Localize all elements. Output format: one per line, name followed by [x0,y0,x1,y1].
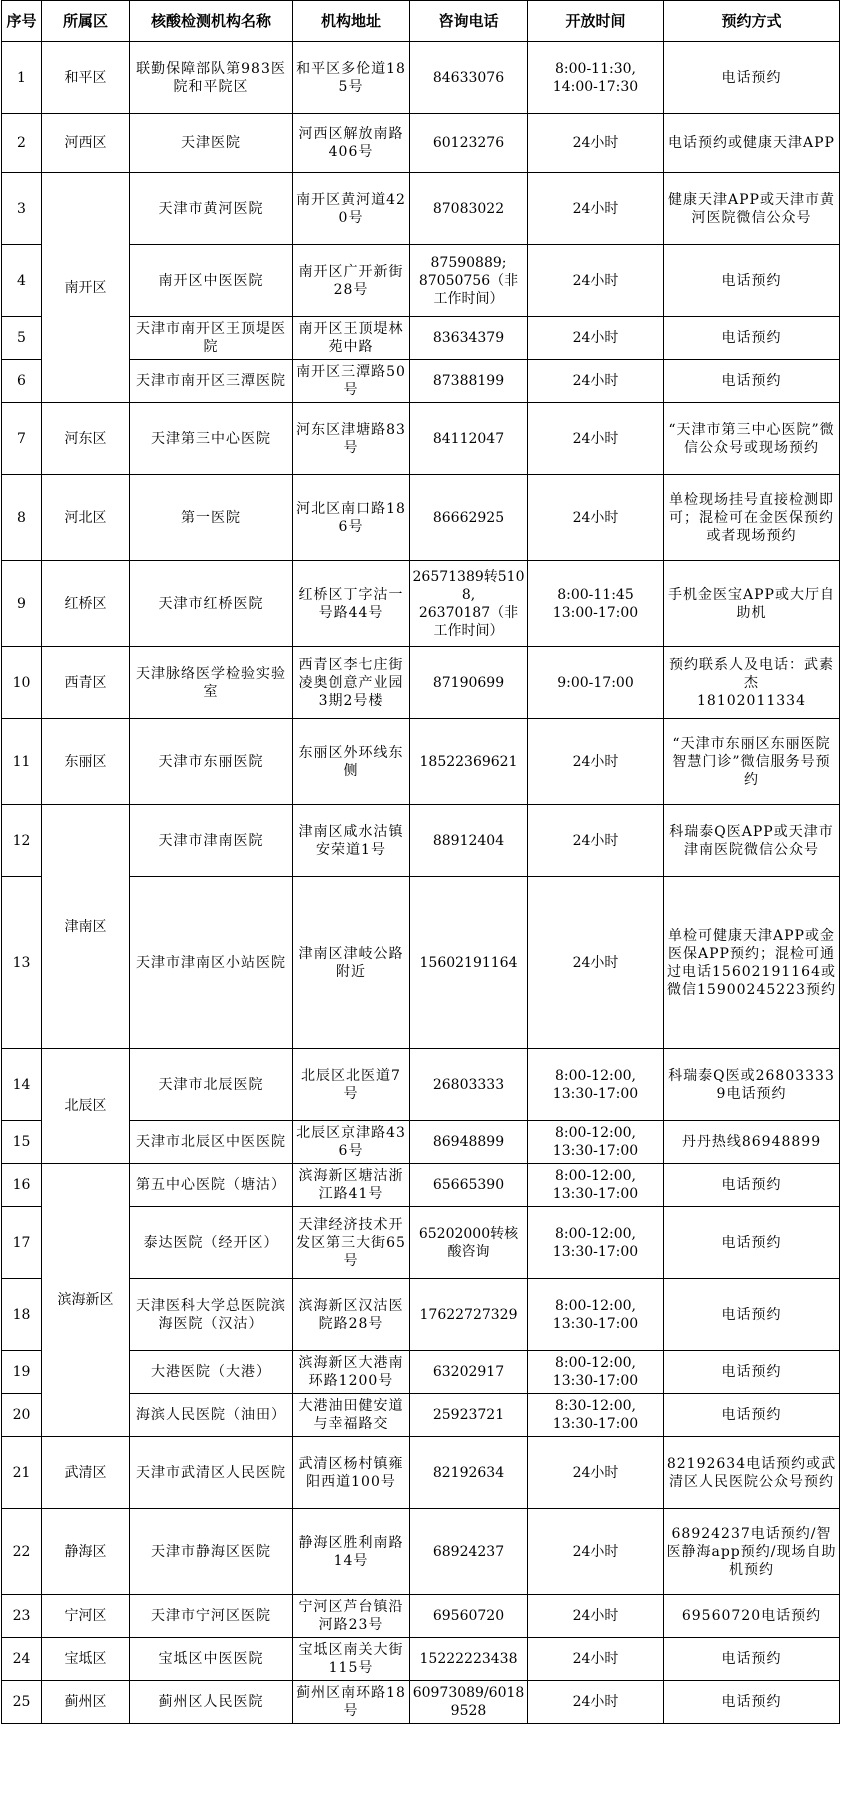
phone-cell: 15602191164 [410,877,528,1049]
hours-cell: 8:00-12:00, 13:30-17:00 [528,1049,664,1121]
header-name: 核酸检测机构名称 [130,1,293,42]
phone-cell: 60123276 [410,114,528,173]
phone-cell: 87190699 [410,647,528,719]
institution-name: 天津市北辰医院 [130,1049,293,1121]
phone-cell: 84633076 [410,42,528,114]
phone-cell: 65665390 [410,1164,528,1207]
district-cell: 西青区 [42,647,130,719]
phone-cell: 26571389转5108, 26370187（非工作时间） [410,561,528,647]
row-number: 3 [2,173,42,245]
institution-address: 河西区解放南路406号 [293,114,410,173]
booking-method: 电话预约 [664,1394,840,1437]
hours-cell: 24小时 [528,245,664,317]
table-body [2,42,840,1724]
header-district: 所属区 [42,1,130,42]
district-cell: 河西区 [42,114,130,173]
hours-cell: 24小时 [528,805,664,877]
hours-cell: 24小时 [528,317,664,360]
institution-name: 天津市津南医院 [130,805,293,877]
table-row [2,647,840,719]
district-cell: 河东区 [42,403,130,475]
row-number: 1 [2,42,42,114]
hours-cell: 8:00-12:00, 13:30-17:00 [528,1164,664,1207]
hours-cell: 24小时 [528,1595,664,1638]
testing-sites-table [1,0,840,1724]
institution-address: 津南区咸水沽镇安荣道1号 [293,805,410,877]
hours-cell: 24小时 [528,1638,664,1681]
table-row [2,1437,840,1509]
row-number: 6 [2,360,42,403]
hours-cell: 24小时 [528,403,664,475]
hours-cell: 8:00-12:00, 13:30-17:00 [528,1279,664,1351]
district-cell: 和平区 [42,42,130,114]
hours-cell: 8:00-12:00, 13:30-17:00 [528,1207,664,1279]
phone-cell: 86948899 [410,1121,528,1164]
row-number: 24 [2,1638,42,1681]
booking-method: 单检现场挂号直接检测即可；混检可在金医保预约或者现场预约 [664,475,840,561]
institution-address: 滨海新区大港南环路1200号 [293,1351,410,1394]
row-number: 13 [2,877,42,1049]
institution-name: 天津市东丽医院 [130,719,293,805]
booking-method: 电话预约 [664,1279,840,1351]
booking-method: 电话预约 [664,42,840,114]
header-hours: 开放时间 [528,1,664,42]
institution-name: 宝坻区中医医院 [130,1638,293,1681]
district-cell: 蓟州区 [42,1681,130,1724]
phone-cell: 18522369621 [410,719,528,805]
institution-name: 天津脉络医学检验实验室 [130,647,293,719]
phone-cell: 25923721 [410,1394,528,1437]
phone-cell: 63202917 [410,1351,528,1394]
hours-cell: 24小时 [528,475,664,561]
table-row [2,1164,840,1207]
institution-name: 天津医院 [130,114,293,173]
hours-cell: 8:00-12:00, 13:30-17:00 [528,1121,664,1164]
hours-cell: 24小时 [528,1437,664,1509]
header-row [2,1,840,42]
phone-cell: 60973089/60189528 [410,1681,528,1724]
institution-name: 天津市宁河区医院 [130,1595,293,1638]
district-cell: 东丽区 [42,719,130,805]
booking-method: 电话预约 [664,1351,840,1394]
institution-address: 武清区杨村镇雍阳西道100号 [293,1437,410,1509]
booking-method: 电话预约 [664,360,840,403]
header-booking: 预约方式 [664,1,840,42]
institution-address: 大港油田健安道与幸福路交 [293,1394,410,1437]
booking-method: 电话预约或健康天津APP [664,114,840,173]
hours-cell: 24小时 [528,719,664,805]
row-number: 22 [2,1509,42,1595]
booking-method: “天津市第三中心医院”微信公众号或现场预约 [664,403,840,475]
institution-address: 北辰区北医道7号 [293,1049,410,1121]
hours-cell: 8:00-11:30, 14:00-17:30 [528,42,664,114]
row-number: 12 [2,805,42,877]
table-row [2,1681,840,1724]
hours-cell: 8:30-12:00, 13:30-17:00 [528,1394,664,1437]
institution-name: 大港医院（大港） [130,1351,293,1394]
table-row [2,403,840,475]
institution-name: 天津市南开区王顶堤医院 [130,317,293,360]
district-cell: 北辰区 [42,1049,130,1164]
hours-cell: 24小时 [528,1509,664,1595]
booking-method: 单检可健康天津APP或金医保APP预约；混检可通过电话15602191164或微信15900245223预约 [664,877,840,1049]
district-cell: 宁河区 [42,1595,130,1638]
booking-method: 电话预约 [664,245,840,317]
header-address: 机构地址 [293,1,410,42]
booking-method: 82192634电话预约或武清区人民医院公众号预约 [664,1437,840,1509]
row-number: 10 [2,647,42,719]
row-number: 2 [2,114,42,173]
institution-address: 静海区胜利南路14号 [293,1509,410,1595]
phone-cell: 86662925 [410,475,528,561]
hours-cell: 24小时 [528,877,664,1049]
table-row [2,1049,840,1121]
institution-name: 天津市武清区人民医院 [130,1437,293,1509]
hours-cell: 8:00-11:45 13:00-17:00 [528,561,664,647]
phone-cell: 83634379 [410,317,528,360]
institution-name: 蓟州区人民医院 [130,1681,293,1724]
institution-name: 天津市静海区医院 [130,1509,293,1595]
institution-address: 南开区三潭路50号 [293,360,410,403]
table-row [2,114,840,173]
row-number: 14 [2,1049,42,1121]
booking-method: 电话预约 [664,1681,840,1724]
row-number: 21 [2,1437,42,1509]
row-number: 11 [2,719,42,805]
booking-method: 69560720电话预约 [664,1595,840,1638]
row-number: 15 [2,1121,42,1164]
table-row [2,1638,840,1681]
hours-cell: 24小时 [528,114,664,173]
institution-name: 天津市津南区小站医院 [130,877,293,1049]
booking-method: 手机金医宝APP或大厅自助机 [664,561,840,647]
booking-method: 健康天津APP或天津市黄河医院微信公众号 [664,173,840,245]
booking-method: 丹丹热线86948899 [664,1121,840,1164]
phone-cell: 17622727329 [410,1279,528,1351]
row-number: 7 [2,403,42,475]
row-number: 18 [2,1279,42,1351]
district-cell: 红桥区 [42,561,130,647]
phone-cell: 87388199 [410,360,528,403]
institution-name: 天津市南开区三潭医院 [130,360,293,403]
district-cell: 静海区 [42,1509,130,1595]
institution-name: 天津市黄河医院 [130,173,293,245]
phone-cell: 84112047 [410,403,528,475]
row-number: 16 [2,1164,42,1207]
table-row [2,719,840,805]
phone-cell: 82192634 [410,1437,528,1509]
phone-cell: 88912404 [410,805,528,877]
institution-name: 南开区中医医院 [130,245,293,317]
row-number: 4 [2,245,42,317]
table-row [2,475,840,561]
institution-address: 宁河区芦台镇沿河路23号 [293,1595,410,1638]
institution-name: 海滨人民医院（油田） [130,1394,293,1437]
booking-method: 电话预约 [664,1164,840,1207]
booking-method: 68924237电话预约/智医静海app预约/现场自助机预约 [664,1509,840,1595]
institution-name: 第五中心医院（塘沽） [130,1164,293,1207]
table-row [2,805,840,877]
institution-address: 津南区津岐公路附近 [293,877,410,1049]
table-row [2,1509,840,1595]
hours-cell: 24小时 [528,360,664,403]
institution-name: 天津市红桥医院 [130,561,293,647]
phone-cell: 87083022 [410,173,528,245]
booking-method: 预约联系人及电话：武素杰 18102011334 [664,647,840,719]
institution-name: 天津第三中心医院 [130,403,293,475]
booking-method: 科瑞泰Q医或268033339电话预约 [664,1049,840,1121]
institution-name: 泰达医院（经开区） [130,1207,293,1279]
institution-name: 天津市北辰区中医医院 [130,1121,293,1164]
institution-address: 南开区黄河道420号 [293,173,410,245]
phone-cell: 87590889; 87050756（非工作时间） [410,245,528,317]
header-no: 序号 [2,1,42,42]
hours-cell: 24小时 [528,1681,664,1724]
institution-address: 滨海新区汉沽医院路28号 [293,1279,410,1351]
institution-address: 河东区津塘路83号 [293,403,410,475]
institution-address: 西青区李七庄街凌奥创意产业园3期2号楼 [293,647,410,719]
hours-cell: 24小时 [528,173,664,245]
booking-method: 电话预约 [664,1207,840,1279]
institution-name: 天津医科大学总医院滨海医院（汉沽） [130,1279,293,1351]
district-cell: 津南区 [42,805,130,1049]
institution-name: 联勤保障部队第983医院和平院区 [130,42,293,114]
institution-name: 第一医院 [130,475,293,561]
table-row [2,1595,840,1638]
institution-address: 天津经济技术开发区第三大街65号 [293,1207,410,1279]
hours-cell: 8:00-12:00, 13:30-17:00 [528,1351,664,1394]
booking-method: 电话预约 [664,1638,840,1681]
institution-address: 南开区王顶堤林苑中路 [293,317,410,360]
district-cell: 滨海新区 [42,1164,130,1437]
district-cell: 南开区 [42,173,130,403]
phone-cell: 65202000转核酸咨询 [410,1207,528,1279]
row-number: 19 [2,1351,42,1394]
district-cell: 武清区 [42,1437,130,1509]
row-number: 23 [2,1595,42,1638]
district-cell: 宝坻区 [42,1638,130,1681]
phone-cell: 26803333 [410,1049,528,1121]
booking-method: 科瑞泰Q医APP或天津市津南医院微信公众号 [664,805,840,877]
table-row [2,173,840,245]
row-number: 9 [2,561,42,647]
booking-method: 电话预约 [664,317,840,360]
row-number: 17 [2,1207,42,1279]
institution-address: 蓟州区南环路18号 [293,1681,410,1724]
phone-cell: 69560720 [410,1595,528,1638]
table-row [2,561,840,647]
row-number: 5 [2,317,42,360]
row-number: 20 [2,1394,42,1437]
phone-cell: 68924237 [410,1509,528,1595]
institution-address: 红桥区丁字沽一号路44号 [293,561,410,647]
institution-address: 宝坻区南关大街115号 [293,1638,410,1681]
district-cell: 河北区 [42,475,130,561]
header-phone: 咨询电话 [410,1,528,42]
row-number: 8 [2,475,42,561]
table-row [2,42,840,114]
institution-address: 东丽区外环线东侧 [293,719,410,805]
institution-address: 北辰区京津路436号 [293,1121,410,1164]
institution-address: 河北区南口路186号 [293,475,410,561]
institution-address: 和平区多伦道185号 [293,42,410,114]
institution-address: 南开区广开新街28号 [293,245,410,317]
hours-cell: 9:00-17:00 [528,647,664,719]
institution-address: 滨海新区塘沽浙江路41号 [293,1164,410,1207]
row-number: 25 [2,1681,42,1724]
phone-cell: 15222223438 [410,1638,528,1681]
booking-method: “天津市东丽区东丽医院智慧门诊”微信服务号预约 [664,719,840,805]
